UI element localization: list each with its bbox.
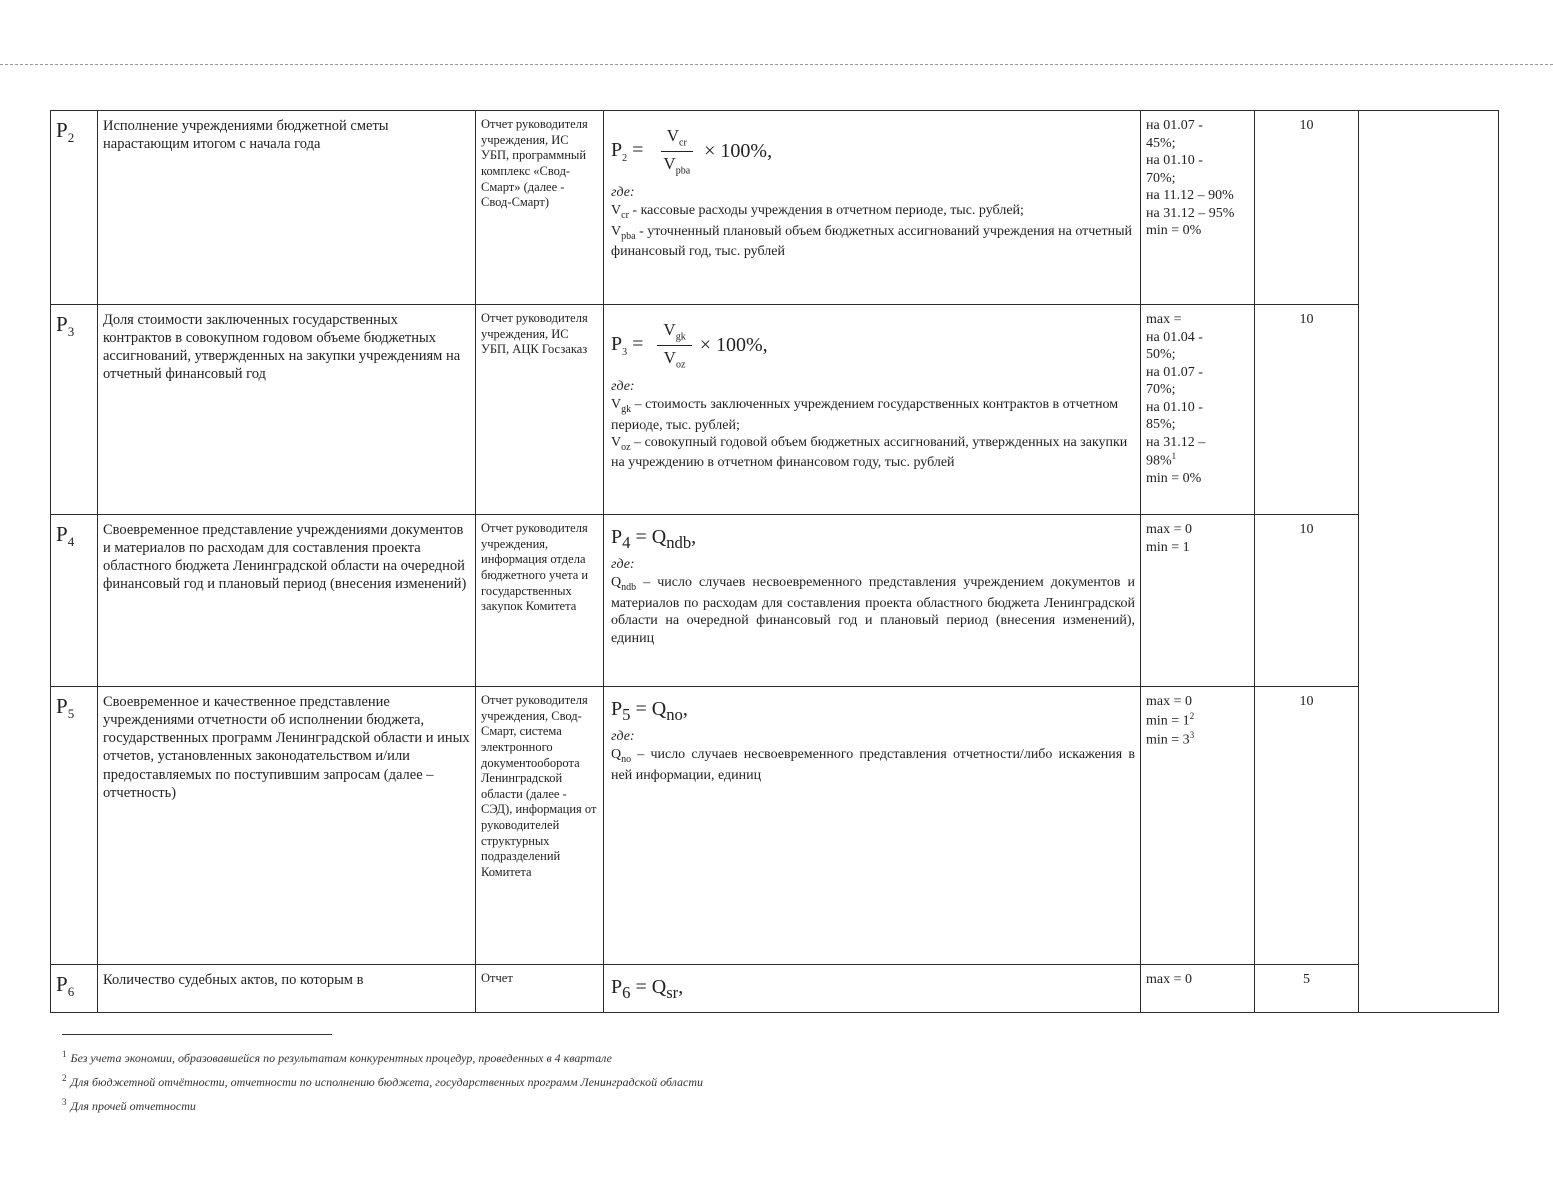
table-row <box>51 515 1499 687</box>
denominator-index: oz <box>675 359 686 371</box>
criterion-weight-value: 10 <box>1299 118 1314 133</box>
criterion-source <box>476 515 604 687</box>
criterion-source <box>476 965 604 1013</box>
criterion-code <box>51 687 98 965</box>
threshold-text: 45%; <box>1146 135 1176 151</box>
table-row <box>51 111 1499 305</box>
formula-line <box>611 525 1135 554</box>
formula-rhs-index: no <box>666 705 683 724</box>
formula-lhs-var: P <box>611 976 623 998</box>
criterion-code-index: 4 <box>67 534 75 550</box>
formula-equals: = <box>632 332 644 355</box>
criterion-name <box>98 687 476 965</box>
criterion-code-letter: P <box>56 522 68 546</box>
footnotes <box>62 1046 1262 1117</box>
definition-index: oz <box>621 441 631 453</box>
formula-definition <box>611 746 1135 784</box>
criterion-name-text: Своевременное представление учреждениями документов и материалов по расходам для составления проекта областного бюджета Ленинградской области на очередной финансовый год и плановый период (внесения изменений) <box>103 522 467 593</box>
footnote-text: Для бюджетной отчётности, отчетности по исполнению бюджета, государственных программ Ленинградской области <box>70 1074 704 1089</box>
formula-rhs-index: ndb <box>666 533 692 552</box>
criterion-code-index: 2 <box>67 130 75 146</box>
criterion-thresholds <box>1141 515 1255 687</box>
criterion-formula <box>604 305 1141 515</box>
numerator-var: V <box>663 320 676 339</box>
formula-fraction <box>657 125 696 178</box>
criteria-table <box>50 110 1499 1013</box>
threshold-text: на 31.12 – 95% <box>1146 205 1235 221</box>
formula-tail: , <box>691 526 697 548</box>
threshold-text: на 31.12 – <box>1146 434 1206 450</box>
criterion-name-text: Количество судебных актов, по которым в <box>103 972 364 988</box>
criterion-code <box>51 515 98 687</box>
footnote-separator <box>62 1034 332 1035</box>
formula-lhs-var: P <box>611 332 623 355</box>
footnote-text: Без учета экономии, образовавшейся по результатам конкурентных процедур, проведенных в 4 квартале <box>70 1051 612 1065</box>
footnote-mark: 2 <box>62 1072 67 1083</box>
definition-text: – совокупный годовой объем бюджетных ассигнований, утвержденных на закупки на учреждению в отчетном финансовом году, тыс. рублей <box>611 435 1128 471</box>
threshold-line <box>1146 451 1249 470</box>
definition-var: V <box>611 223 622 239</box>
threshold-line <box>1146 346 1249 364</box>
threshold-text: 50%; <box>1146 347 1176 362</box>
definition-text: – число случаев несвоевременного представления отчетности/либо искажения в ней информации, единиц <box>611 747 1135 783</box>
formula-equals: = <box>632 138 644 161</box>
definition-var: Q <box>611 575 622 591</box>
formula-definition <box>611 223 1135 261</box>
criterion-source-text: Отчет <box>481 971 513 985</box>
threshold-footnote-ref: 1 <box>1171 451 1177 461</box>
formula-where-label: где: <box>611 184 635 200</box>
formula-lhs-var: P <box>611 698 623 720</box>
threshold-text: на 01.07 - <box>1146 118 1203 133</box>
criterion-source-text: Отчет руководителя учреждения, ИС УБП, программный комплекс «Свод-Смарт» (далее - Свод-Смарт) <box>481 117 588 210</box>
table-body <box>51 111 1499 1013</box>
footnote-mark: 3 <box>62 1096 67 1107</box>
table-row <box>51 305 1499 515</box>
footnote-item <box>62 1094 1262 1118</box>
formula-where-label: где: <box>611 378 635 394</box>
threshold-text: 98% <box>1146 453 1172 469</box>
criterion-weight-value: 10 <box>1299 312 1314 327</box>
criterion-source <box>476 111 604 305</box>
threshold-text: на 01.10 - <box>1146 153 1203 168</box>
threshold-line <box>1146 187 1249 205</box>
threshold-text: на 01.07 - <box>1146 364 1203 380</box>
formula-where-label: где: <box>611 556 635 572</box>
criterion-name-text: Своевременное и качественное представление учреждениями отчетности об исполнении бюджета, государственных программ Ленинградской области и иных отчетов, установленных законодательством и/или предоставляемых по поступившим запросам (далее – отчетность) <box>103 694 470 801</box>
criterion-source-text: Отчет руководителя учреждения, ИС УБП, АЦК Госзаказ <box>481 311 588 357</box>
formula-lhs-index: 4 <box>622 533 631 552</box>
criterion-name <box>98 305 476 515</box>
threshold-text: min = 0% <box>1146 223 1202 238</box>
threshold-text: min = 1 <box>1146 539 1190 555</box>
formula-lhs-var: P <box>611 138 623 161</box>
threshold-line <box>1146 730 1249 749</box>
threshold-text: 70%; <box>1146 170 1176 186</box>
formula-lhs-index: 3 <box>622 346 628 358</box>
formula-rhs-index: sr <box>666 983 679 1002</box>
definition-var: V <box>611 397 622 413</box>
threshold-text: min = 3 <box>1146 732 1190 748</box>
fraction-numerator <box>661 125 693 152</box>
criterion-code-letter: P <box>56 118 68 142</box>
threshold-text: 85%; <box>1146 417 1176 432</box>
definition-text: - кассовые расходы учреждения в отчетном периоде, тыс. рублей; <box>628 203 1024 219</box>
formula-lhs-var: P <box>611 526 623 548</box>
threshold-line <box>1146 381 1249 399</box>
definition-index: ndb <box>621 582 637 594</box>
threshold-footnote-ref: 3 <box>1189 729 1195 740</box>
threshold-line <box>1146 117 1249 135</box>
formula-rhs-var: = Q <box>630 526 667 548</box>
criterion-formula <box>604 515 1141 687</box>
threshold-line <box>1146 152 1249 170</box>
criterion-code-index: 6 <box>67 984 75 1000</box>
formula-rhs-var: = Q <box>630 698 667 720</box>
empty-column <box>1359 111 1499 1013</box>
threshold-line <box>1146 135 1249 153</box>
numerator-var: V <box>666 126 680 145</box>
threshold-line <box>1146 434 1249 452</box>
threshold-line <box>1146 539 1249 557</box>
formula-lhs <box>611 138 643 166</box>
threshold-footnote-ref: 2 <box>1189 710 1195 721</box>
criterion-code-letter: P <box>56 312 68 336</box>
footnote-item <box>62 1070 1262 1094</box>
table-row <box>51 687 1499 965</box>
scan-edge-line <box>0 64 1553 65</box>
definition-index: cr <box>621 210 629 222</box>
formula-lhs <box>611 332 643 360</box>
definition-var: V <box>611 203 622 219</box>
formula-rhs-var: = Q <box>630 976 667 998</box>
criterion-code-letter: P <box>56 972 68 996</box>
criterion-weight-value: 10 <box>1299 522 1314 537</box>
definition-text: – стоимость заключенных учреждением государственных контрактов в отчетном периоде, тыс. рублей; <box>611 397 1119 433</box>
numerator-index: cr <box>679 137 687 149</box>
threshold-line <box>1146 470 1249 488</box>
footnote-text: Для прочей отчетности <box>70 1098 196 1113</box>
criterion-weight <box>1255 687 1359 965</box>
formula-lhs-index: 6 <box>622 983 631 1002</box>
formula-definition <box>611 574 1135 647</box>
criterion-thresholds <box>1141 111 1255 305</box>
denominator-var: V <box>663 347 676 367</box>
criterion-code-letter: P <box>56 694 68 718</box>
definition-var: Q <box>611 747 622 763</box>
threshold-line <box>1146 329 1249 347</box>
fraction-numerator <box>657 319 691 346</box>
formula-fraction <box>657 319 691 372</box>
criterion-name <box>98 965 476 1013</box>
threshold-text: min = 0% <box>1146 471 1202 487</box>
threshold-text: max = 0 <box>1146 694 1192 709</box>
formula-tail: , <box>682 698 688 720</box>
criterion-formula <box>604 965 1141 1013</box>
definition-text: - уточненный плановый объем бюджетных ассигнований учреждения на отчетный финансовый год, тыс. рублей <box>611 223 1133 259</box>
fraction-denominator <box>658 346 692 372</box>
footnote-item <box>62 1046 1262 1070</box>
criterion-name-text: Доля стоимости заключенных государственных контрактов в совокупном годовом объеме бюджетных ассигнований, утвержденных на закупки учреждениям на отчетный финансовый год <box>103 312 461 383</box>
formula-tail: , <box>678 976 684 998</box>
criterion-code-index: 3 <box>67 324 75 340</box>
criterion-source <box>476 305 604 515</box>
criterion-code-index: 5 <box>67 706 75 722</box>
criterion-thresholds <box>1141 305 1255 515</box>
threshold-line <box>1146 521 1249 539</box>
criterion-source-text: Отчет руководителя учреждения, Свод-Смарт, система электронного документооборота Ленинградской области (далее - СЭД), информация от руководителей структурных подразделений Комитета <box>481 693 597 879</box>
threshold-text: max = 0 <box>1146 522 1192 537</box>
formula-definition <box>611 396 1135 434</box>
fraction-denominator <box>657 152 696 178</box>
criterion-name <box>98 111 476 305</box>
criterion-weight <box>1255 111 1359 305</box>
formula-where-label: где: <box>611 728 635 744</box>
criterion-code <box>51 305 98 515</box>
formula-line <box>611 697 1135 726</box>
formula-line <box>611 319 1135 372</box>
criterion-formula <box>604 687 1141 965</box>
formula-line <box>611 125 1135 178</box>
formula-lhs-index: 5 <box>622 705 631 724</box>
criterion-code <box>51 965 98 1013</box>
definition-var: V <box>611 435 622 451</box>
definition-index: pba <box>621 230 636 242</box>
threshold-text: на 01.10 - <box>1146 399 1203 415</box>
criterion-weight-value: 10 <box>1299 694 1314 709</box>
threshold-line <box>1146 711 1249 730</box>
formula-tail: × 100%, <box>699 333 768 356</box>
threshold-text: на 01.04 - <box>1146 329 1203 345</box>
threshold-line <box>1146 416 1249 434</box>
definition-text: – число случаев несвоевременного представления учреждением документов и материалов по расходам для составления проекта областного бюджета Ленинградской области на очередной финансовый год и плановый период (внесения изменений), единиц <box>611 575 1135 646</box>
definition-index: gk <box>621 404 632 416</box>
criterion-thresholds <box>1141 965 1255 1013</box>
threshold-text: 70%; <box>1146 382 1176 397</box>
threshold-line <box>1146 693 1249 711</box>
definition-index: no <box>621 754 632 766</box>
criterion-source <box>476 687 604 965</box>
formula-definition <box>611 202 1135 222</box>
threshold-text: min = 1 <box>1146 713 1190 729</box>
formula-tail: × 100%, <box>704 139 773 162</box>
threshold-text: max = <box>1146 312 1182 327</box>
criterion-weight <box>1255 965 1359 1013</box>
threshold-line <box>1146 205 1249 223</box>
threshold-line <box>1146 971 1249 989</box>
threshold-line <box>1146 222 1249 240</box>
criterion-weight-value: 5 <box>1303 972 1310 987</box>
formula-line <box>611 975 1135 1004</box>
criterion-formula <box>604 111 1141 305</box>
criterion-code <box>51 111 98 305</box>
criterion-name-text: Исполнение учреждениями бюджетной сметы нарастающим итогом с начала года <box>103 118 389 153</box>
threshold-line <box>1146 170 1249 188</box>
criterion-weight <box>1255 305 1359 515</box>
criterion-source-text: Отчет руководителя учреждения, информация отдела бюджетного учета и государственных закупок Комитета <box>481 521 589 614</box>
threshold-line <box>1146 399 1249 417</box>
threshold-line <box>1146 364 1249 382</box>
footnote-mark: 1 <box>62 1049 67 1059</box>
threshold-line <box>1146 311 1249 329</box>
denominator-index: pba <box>675 165 691 177</box>
formula-definition <box>611 434 1135 472</box>
formula-lhs-index: 2 <box>622 152 628 164</box>
table-row <box>51 965 1499 1013</box>
denominator-var: V <box>663 153 676 173</box>
criterion-thresholds <box>1141 687 1255 965</box>
criterion-name <box>98 515 476 687</box>
criterion-weight <box>1255 515 1359 687</box>
threshold-text: на 11.12 – 90% <box>1146 188 1234 203</box>
threshold-text: max = 0 <box>1146 972 1192 987</box>
numerator-index: gk <box>675 331 686 343</box>
